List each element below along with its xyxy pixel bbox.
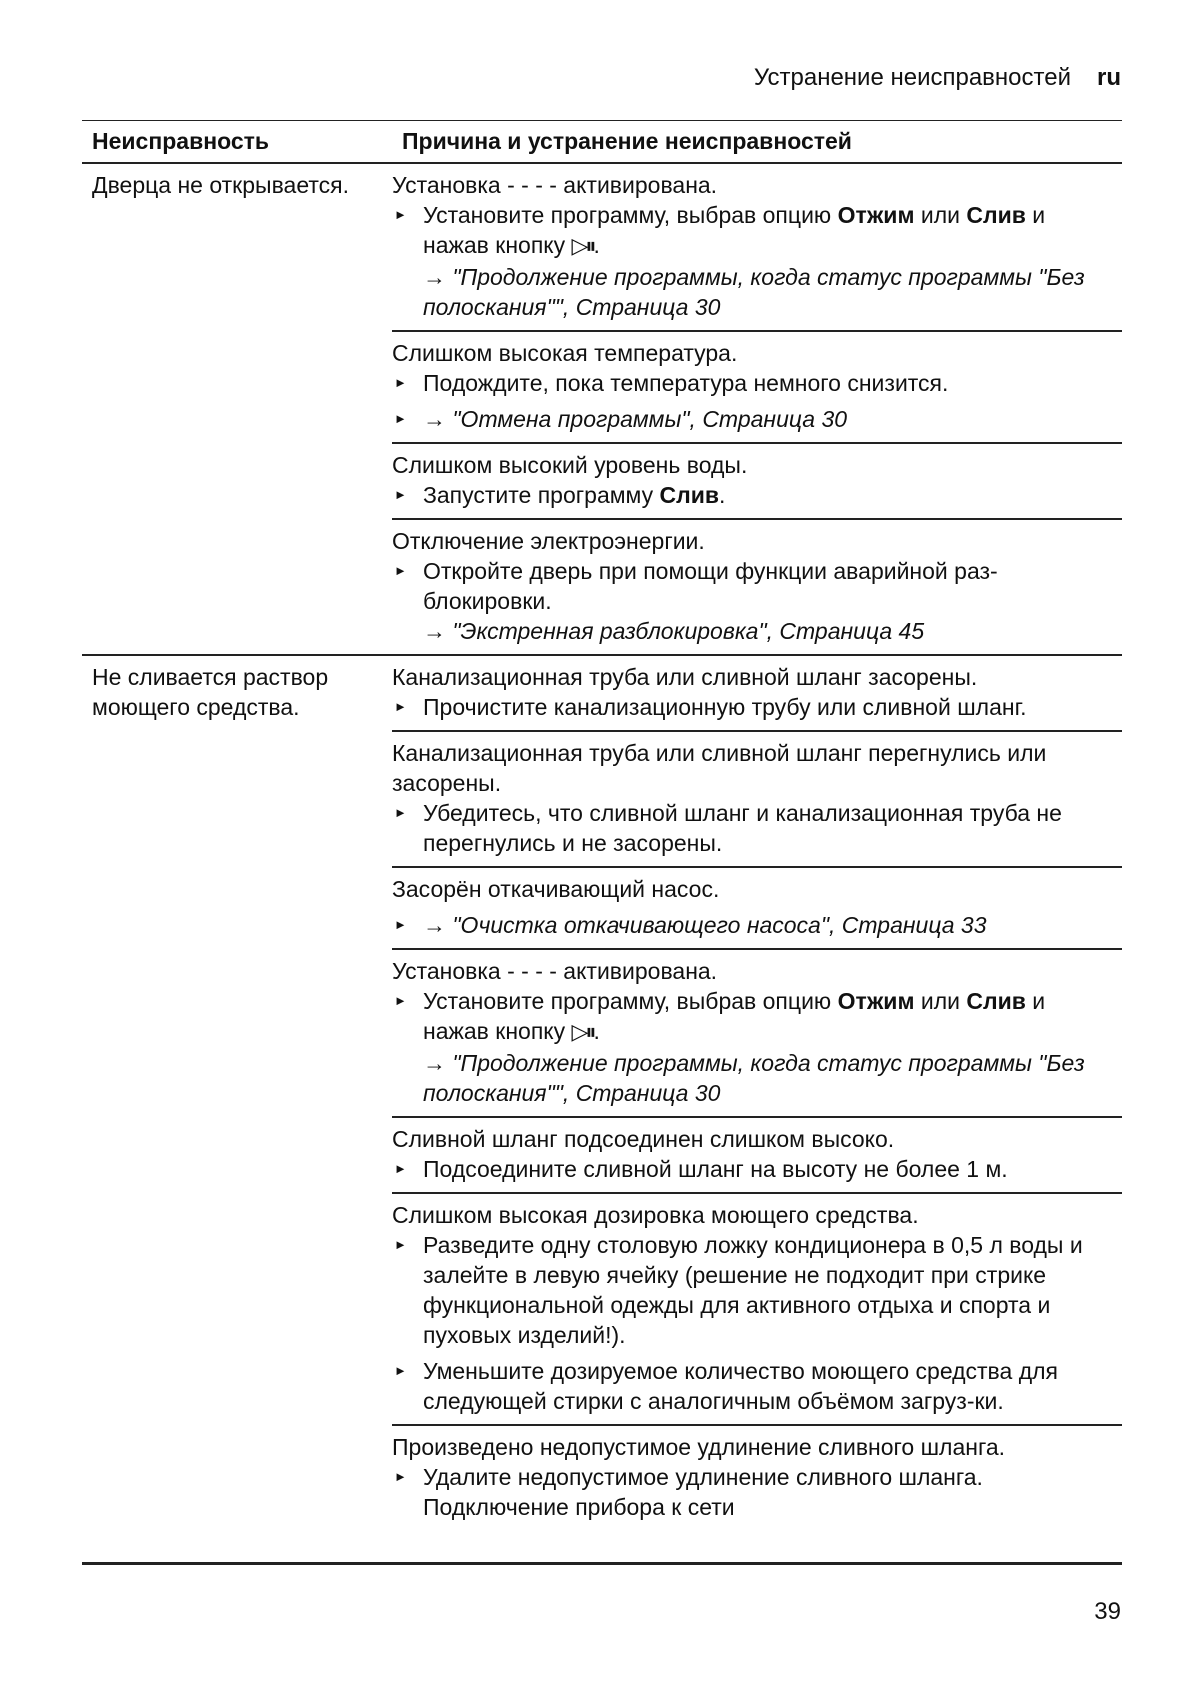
remedy-step: [392, 200, 1116, 262]
cause-title: Засорён откачивающий насос.: [392, 876, 720, 902]
section-title: Устранение неисправностей: [753, 64, 1071, 91]
cause-title: Слишком высокий уровень воды.: [392, 452, 748, 478]
step-text: Запустите программу: [423, 482, 660, 508]
cause-cell: [392, 163, 1122, 655]
remedy-step: ► Разведите одну столовую ложку кондиционера в 0,5 л воды и залейте в левую ячейку (решение не подходит при стрике функциональной одежды для активного отдыха и спорта и пуховых изделий!).: [392, 1230, 1116, 1350]
cause-block: [392, 1424, 1122, 1530]
option-label: Слив: [966, 988, 1026, 1014]
remedy-step: [392, 986, 1116, 1048]
table-header-row: [82, 121, 1122, 164]
cross-reference: → "Продолжение программы, когда статус программы "Без полоскания"", Страница 30: [423, 1050, 1085, 1106]
cause-title: Слишком высокая дозировка моющего средства.: [392, 1202, 919, 1228]
remedy-step: ► Откройте дверь при помощи функции аварийной раз-блокировки.: [392, 556, 1116, 616]
cause-title: Установка - - - - активирована.: [392, 172, 718, 198]
cause-block: [392, 330, 1122, 442]
step-text: .: [719, 482, 726, 508]
cause-block: [392, 656, 1122, 730]
step-text: .: [593, 1018, 600, 1044]
cause-title: Канализационная труба или сливной шланг засорены.: [392, 664, 978, 690]
remedy-step: ► Убедитесь, что сливной шланг и канализационная труба не перегнулись и не засорены.: [392, 798, 1116, 858]
cause-block: [392, 1192, 1122, 1424]
table-row: [82, 163, 1122, 655]
remedy-step: [392, 480, 1116, 510]
start-pause-icon: ▷⏸: [571, 234, 594, 259]
cause-block: [392, 164, 1122, 330]
cause-block: [392, 866, 1122, 948]
option-label: Отжим: [837, 202, 915, 228]
cause-block: [392, 442, 1122, 518]
remedy-step-reference: ► → "Отмена программы", Страница 30: [392, 404, 1116, 434]
option-label: Слив: [966, 202, 1026, 228]
cause-title: Сливной шланг подсоединен слишком высоко.: [392, 1126, 895, 1152]
cause-title: Произведено недопустимое удлинение сливного шланга.: [392, 1434, 1006, 1460]
step-text: и нажав кнопку: [423, 202, 1046, 258]
step-text: или: [914, 988, 967, 1014]
cross-reference: → "Экстренная разблокировка", Страница 45: [423, 618, 925, 644]
program-label: Слив: [659, 482, 720, 508]
cause-cell: [392, 655, 1122, 1530]
step-text: и нажав кнопку: [423, 988, 1046, 1044]
cause-block: [392, 730, 1122, 866]
cause-title: Установка - - - - активирована.: [392, 958, 718, 984]
step-text: .: [593, 232, 600, 258]
step-text: Установите программу, выбрав опцию: [423, 202, 838, 228]
cause-block: [392, 518, 1122, 654]
remedy-step: ► Прочистите канализационную трубу или сливной шланг.: [392, 692, 1116, 722]
cause-title: Слишком высокая температура.: [392, 340, 738, 366]
table-bottom-rule: [82, 1562, 1122, 1565]
remedy-step-reference: ► → "Очистка откачивающего насоса", Страница 33: [392, 910, 1116, 940]
fault-cell: Дверца не открывается.: [82, 163, 392, 655]
language-code: ru: [1097, 64, 1121, 91]
page-number: 39: [1094, 1598, 1121, 1625]
remedy-step: ► Подсоедините сливной шланг на высоту не более 1 м.: [392, 1154, 1116, 1184]
step-text: или: [914, 202, 967, 228]
troubleshooting-table: [82, 120, 1122, 1530]
column-header-fault: Неисправность: [82, 121, 392, 164]
cross-reference: → "Продолжение программы, когда статус программы "Без полоскания"", Страница 30: [423, 264, 1085, 320]
remedy-step: ► Удалите недопустимое удлинение сливного шланга.: [392, 1462, 1116, 1492]
remedy-step: ► Уменьшите дозируемое количество моющего средства для следующей стирки с аналогичным объёмом загруз-ки.: [392, 1356, 1116, 1416]
option-label: Отжим: [837, 988, 915, 1014]
cause-block: [392, 948, 1122, 1116]
start-pause-icon: ▷⏸: [571, 1020, 594, 1045]
remedy-step: ► Подождите, пока температура немного снизится.: [392, 368, 1116, 398]
page-header: [754, 64, 1121, 92]
cause-title: Отключение электроэнергии.: [392, 528, 705, 554]
column-header-cause: Причина и устранение неисправностей: [392, 121, 1122, 164]
fault-cell: Не сливается раствор моющего средства.: [92, 664, 329, 720]
remedy-continuation: Подключение прибора к сети: [423, 1494, 735, 1520]
table-row: [82, 655, 1122, 1530]
cause-block: [392, 1116, 1122, 1192]
step-text: Установите программу, выбрав опцию: [423, 988, 838, 1014]
cause-title: Канализационная труба или сливной шланг перегнулись или засорены.: [392, 740, 1047, 796]
